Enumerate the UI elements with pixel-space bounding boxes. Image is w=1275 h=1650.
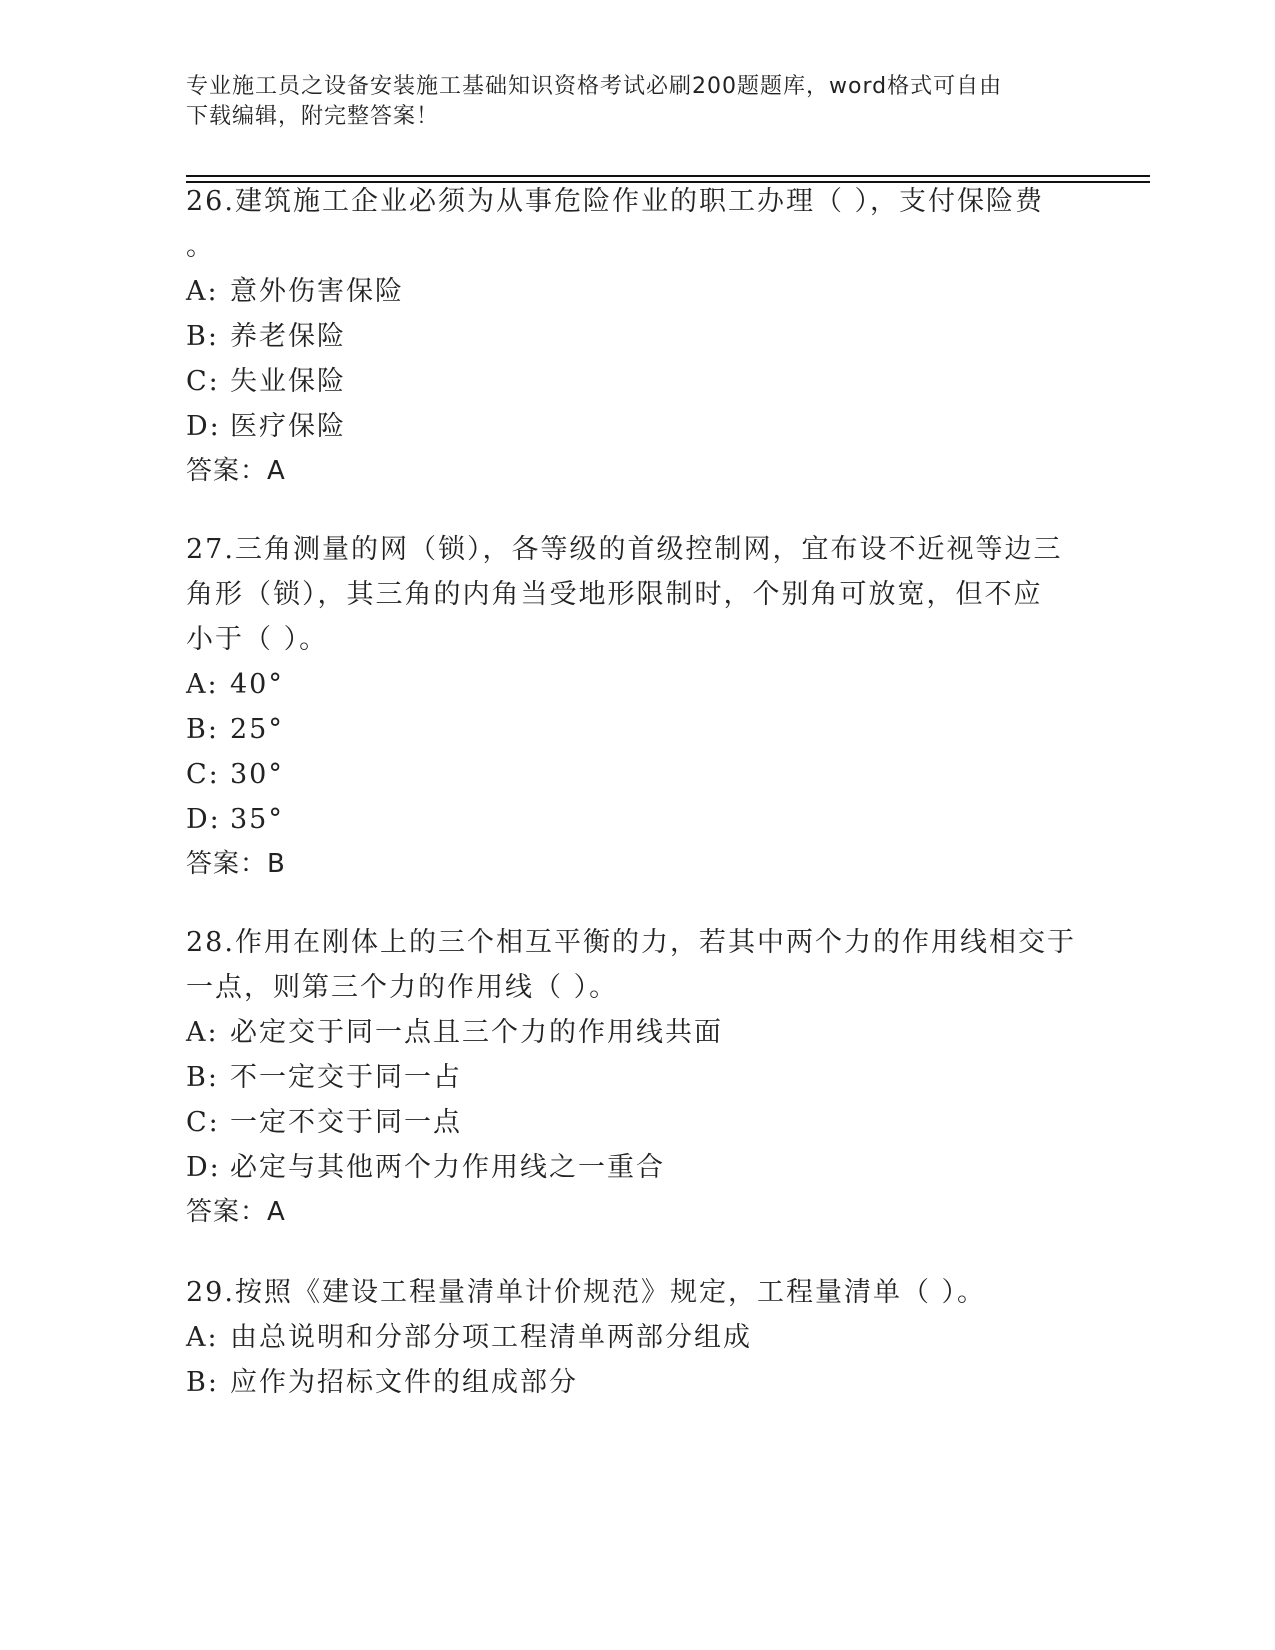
option-b bbox=[186, 314, 1086, 359]
question-29 bbox=[186, 1270, 1086, 1405]
question-stem-line: 一点，则第三个力的作用线（ ）。 bbox=[186, 972, 619, 1003]
option-a bbox=[186, 1010, 1086, 1055]
option-letter: B: bbox=[186, 321, 219, 352]
option-a bbox=[186, 662, 1086, 707]
question-stem-line: 29.按照《建设工程量清单计价规范》规定，工程量清单（ ）。 bbox=[186, 1277, 987, 1308]
question-28 bbox=[186, 920, 1086, 1235]
question-stem-line: 28.作用在刚体上的三个相互平衡的力，若其中两个力的作用线相交于 bbox=[186, 927, 1076, 958]
option-letter: B: bbox=[186, 1367, 219, 1398]
option-letter: A: bbox=[186, 669, 219, 700]
option-letter: C: bbox=[186, 1107, 220, 1138]
question-26 bbox=[186, 179, 1086, 494]
option-d bbox=[186, 404, 1086, 449]
option-letter: A: bbox=[186, 1017, 219, 1048]
option-text: 应作为招标文件的组成部分 bbox=[230, 1367, 578, 1398]
option-text: 必定与其他两个力作用线之一重合 bbox=[230, 1152, 665, 1183]
option-letter: D: bbox=[186, 411, 221, 442]
header-rule-top bbox=[186, 175, 1150, 177]
option-a bbox=[186, 1315, 1086, 1360]
option-text: 25° bbox=[230, 714, 284, 745]
option-letter: A: bbox=[186, 276, 219, 307]
option-c bbox=[186, 752, 1086, 797]
option-d bbox=[186, 797, 1086, 842]
option-text: 医疗保险 bbox=[230, 411, 346, 442]
question-stem-line: 角形（锁），其三角的内角当受地形限制时，个别角可放宽，但不应 bbox=[186, 579, 1043, 610]
answer: 答案：A bbox=[186, 456, 286, 486]
option-b bbox=[186, 1055, 1086, 1100]
answer: 答案：A bbox=[186, 1197, 286, 1227]
option-text: 意外伤害保险 bbox=[230, 276, 404, 307]
answer: 答案：B bbox=[186, 849, 286, 879]
header-line-2: 下载编辑，附完整答案！ bbox=[186, 104, 440, 129]
option-a bbox=[186, 269, 1086, 314]
question-stem-line: 小于（ ）。 bbox=[186, 624, 329, 655]
question-stem-line: 26.建筑施工企业必须为从事危险作业的职工办理（ ），支付保险费 bbox=[186, 186, 1045, 217]
option-text: 35° bbox=[230, 804, 284, 835]
option-text: 必定交于同一点且三个力的作用线共面 bbox=[230, 1017, 723, 1048]
document-header bbox=[186, 72, 1066, 132]
option-text: 一定不交于同一点 bbox=[230, 1107, 462, 1138]
question-stem-line: 。 bbox=[186, 231, 215, 262]
option-letter: C: bbox=[186, 759, 220, 790]
option-letter: B: bbox=[186, 714, 219, 745]
option-text: 养老保险 bbox=[230, 321, 346, 352]
option-text: 不一定交于同一占 bbox=[230, 1062, 462, 1093]
option-letter: A: bbox=[186, 1322, 219, 1353]
question-27 bbox=[186, 527, 1086, 887]
option-letter: D: bbox=[186, 804, 221, 835]
option-text: 失业保险 bbox=[230, 366, 346, 397]
option-letter: B: bbox=[186, 1062, 219, 1093]
option-b bbox=[186, 1360, 1086, 1405]
option-b bbox=[186, 707, 1086, 752]
question-stem-line: 27.三角测量的网（锁），各等级的首级控制网，宜布设不近视等边三 bbox=[186, 534, 1063, 565]
option-c bbox=[186, 359, 1086, 404]
option-letter: C: bbox=[186, 366, 220, 397]
option-c bbox=[186, 1100, 1086, 1145]
option-text: 40° bbox=[230, 669, 284, 700]
header-line-1: 专业施工员之设备安装施工基础知识资格考试必刷200题题库，word格式可自由 bbox=[186, 74, 1003, 99]
option-letter: D: bbox=[186, 1152, 221, 1183]
option-text: 30° bbox=[230, 759, 284, 790]
option-d bbox=[186, 1145, 1086, 1190]
option-text: 由总说明和分部分项工程清单两部分组成 bbox=[230, 1322, 752, 1353]
